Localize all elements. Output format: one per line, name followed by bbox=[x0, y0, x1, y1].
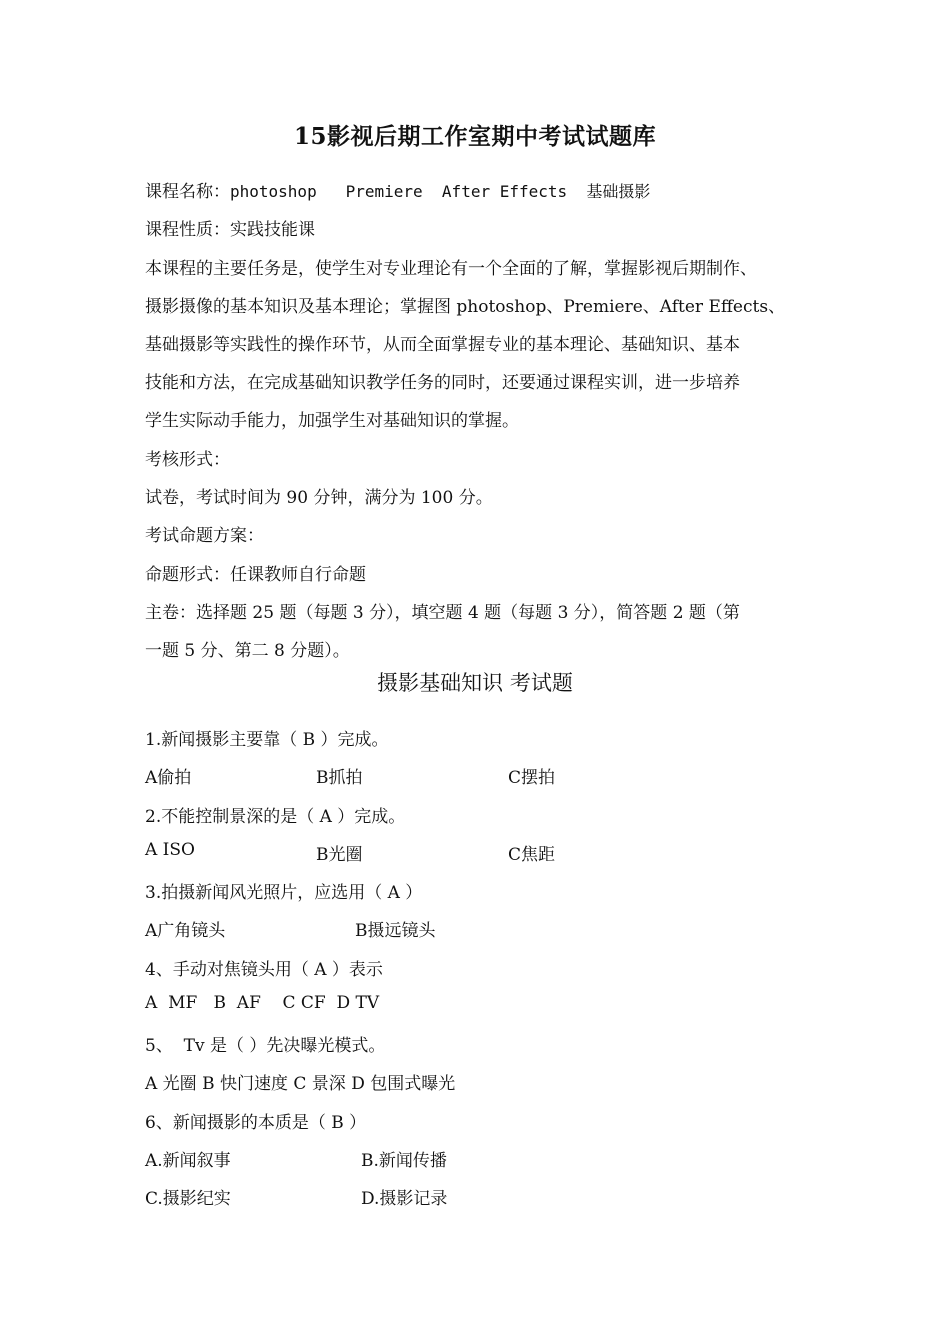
course-name-label: 课程名称： bbox=[145, 182, 230, 202]
answer-option: A广角镜头 bbox=[145, 921, 226, 941]
question-text: 2.不能控制景深的是（ A ）完成。 bbox=[145, 807, 406, 827]
answer-option: A.新闻叙事 bbox=[145, 1151, 231, 1171]
assessment-label: 考核形式： bbox=[145, 450, 230, 470]
question-text: 6、新闻摄影的本质是（ B ） bbox=[145, 1113, 367, 1133]
plan-label: 考试命题方案： bbox=[145, 526, 264, 546]
answer-option: B摄远镜头 bbox=[355, 921, 436, 941]
answer-option: B光圈 bbox=[316, 845, 363, 865]
answer-option: C焦距 bbox=[508, 845, 556, 865]
intro-line: 摄影摄像的基本知识及基本理论；掌握图 photoshop、Premiere、After Effects、 bbox=[145, 297, 786, 317]
document-title: 15影视后期工作室期中考试试题库 bbox=[293, 123, 656, 150]
assessment-text: 试卷，考试时间为 90 分钟，满分为 100 分。 bbox=[145, 488, 493, 508]
answer-option: A MF B AF C CF D TV bbox=[145, 993, 380, 1013]
intro-line: 基础摄影等实践性的操作环节，从而全面掌握专业的基本理论、基础知识、基本 bbox=[145, 335, 740, 355]
answer-option: A ISO bbox=[145, 840, 195, 860]
intro-line: 本课程的主要任务是，使学生对专业理论有一个全面的了解，掌握影视后期制作、 bbox=[145, 259, 757, 279]
course-name-value: photoshop Premiere After Effects 基础摄影 bbox=[230, 182, 651, 201]
question-text: 5、 Tv 是（ ）先决曝光模式。 bbox=[145, 1036, 386, 1056]
answer-option: C.摄影纪实 bbox=[145, 1189, 231, 1209]
course-nature: 课程性质：实践技能课 bbox=[145, 220, 315, 240]
plan-main-line-1: 主卷：选择题 25 题（每题 3 分），填空题 4 题（每题 3 分），简答题 2 题（第 bbox=[145, 603, 740, 623]
answer-option: B.新闻传播 bbox=[361, 1151, 447, 1171]
answer-option: B抓拍 bbox=[316, 768, 363, 788]
answer-option: A 光圈 B 快门速度 C 景深 D 包围式曝光 bbox=[145, 1074, 456, 1094]
question-text: 4、手动对焦镜头用（ A ）表示 bbox=[145, 960, 383, 980]
question-text: 1.新闻摄影主要靠（ B ）完成。 bbox=[145, 730, 389, 750]
answer-option: A偷拍 bbox=[145, 768, 192, 788]
intro-line: 学生实际动手能力，加强学生对基础知识的掌握。 bbox=[145, 411, 519, 431]
section-title: 摄影基础知识 考试题 bbox=[377, 671, 573, 695]
answer-option: D.摄影记录 bbox=[361, 1189, 448, 1209]
answer-option: C摆拍 bbox=[508, 768, 556, 788]
plan-main-line-2: 一题 5 分、第二 8 分题）。 bbox=[145, 641, 350, 661]
plan-form: 命题形式：任课教师自行命题 bbox=[145, 565, 366, 585]
question-text: 3.拍摄新闻风光照片，应选用（ A ） bbox=[145, 883, 423, 903]
course-name-line bbox=[145, 177, 650, 202]
intro-line: 技能和方法，在完成基础知识教学任务的同时，还要通过课程实训，进一步培养 bbox=[145, 373, 740, 393]
